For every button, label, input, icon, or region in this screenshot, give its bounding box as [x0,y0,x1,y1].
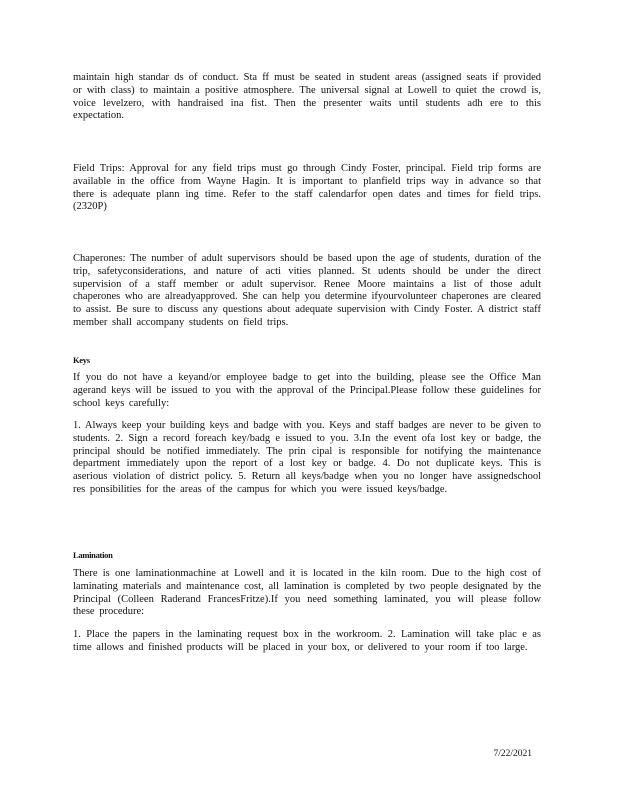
footer-date: 7/22/2021 [493,749,532,759]
field-trips-paragraph: Field Trips: Approval for any field trips must go through Cindy Foster, principal. Field trip forms are available in the office from Wayne Hagin. It is important to planfield trips way in advance so that there is adequate plann ing time. Refer to the staff calendarfor open dates and times for field trips.(2320P) [73,163,541,213]
conduct-paragraph: maintain high standar ds of conduct. Sta ff must be seated in student areas (assigned seats if provided or with class) to maintain a positive atmosphere. The universal signal at Lowell to quiet the crowd is, voice levelzero, with handraised ina fist. Then the presenter waits until students adh ere to this expectation. [73,72,541,122]
keys-intro-paragraph: If you do not have a keyand/or employee badge to get into the building, please see the Office Man agerand keys will be issued to you with the approval of the Principal.Please follow these guidelines for school keys carefully: [73,372,541,409]
keys-heading: Keys [73,355,90,365]
lamination-heading: Lamination [73,550,113,560]
lamination-intro-paragraph: There is one laminationmachine at Lowell and it is located in the kiln room. Due to the high cost of laminating materials and maintenance cost, all lamination is completed by two people designated by the Principal (Colleen Raderand FrancesFritze).If you need something laminated, you will please follow these procedure: [73,568,541,618]
lamination-steps-paragraph: 1. Place the papers in the laminating request box in the workroom. 2. Lamination will take plac e as time allows and finished products will be placed in your box, or delivered to your room if too large. [73,629,541,653]
chaperones-paragraph: Chaperones: The number of adult supervisors should be based upon the age of students, duration of the trip, safetyconsiderations, and nature of acti vities planned. St udents should be under the direct supervision of a staff member or adult supervisor. Renee Moore maintains a list of those adult chaperones who are alreadyapproved. She can help you determine ifyourvolunteer chaperones are cleared to assist. Be sure to discuss any questions about adequate supervision with Cindy Foster. A district staff member shall accompany students on field trips. [73,253,541,328]
keys-steps-paragraph: 1. Always keep your building keys and badge with you. Keys and staff badges are never to be given to students. 2. Sign a record foreach key/badg e issued to you. 3.In the event ofa lost key or badge, the principal should be notified immediately. The prin cipal is responsible for notifying the maintenance department immediately upon the report of a lost key or badge. 4. Do not duplicate keys. This is aserious violation of district policy. 5. Return all keys/badge when you no longer have assignedschool res ponsibilities for the areas of the campus for which you were issued keys/badge. [73,420,541,495]
